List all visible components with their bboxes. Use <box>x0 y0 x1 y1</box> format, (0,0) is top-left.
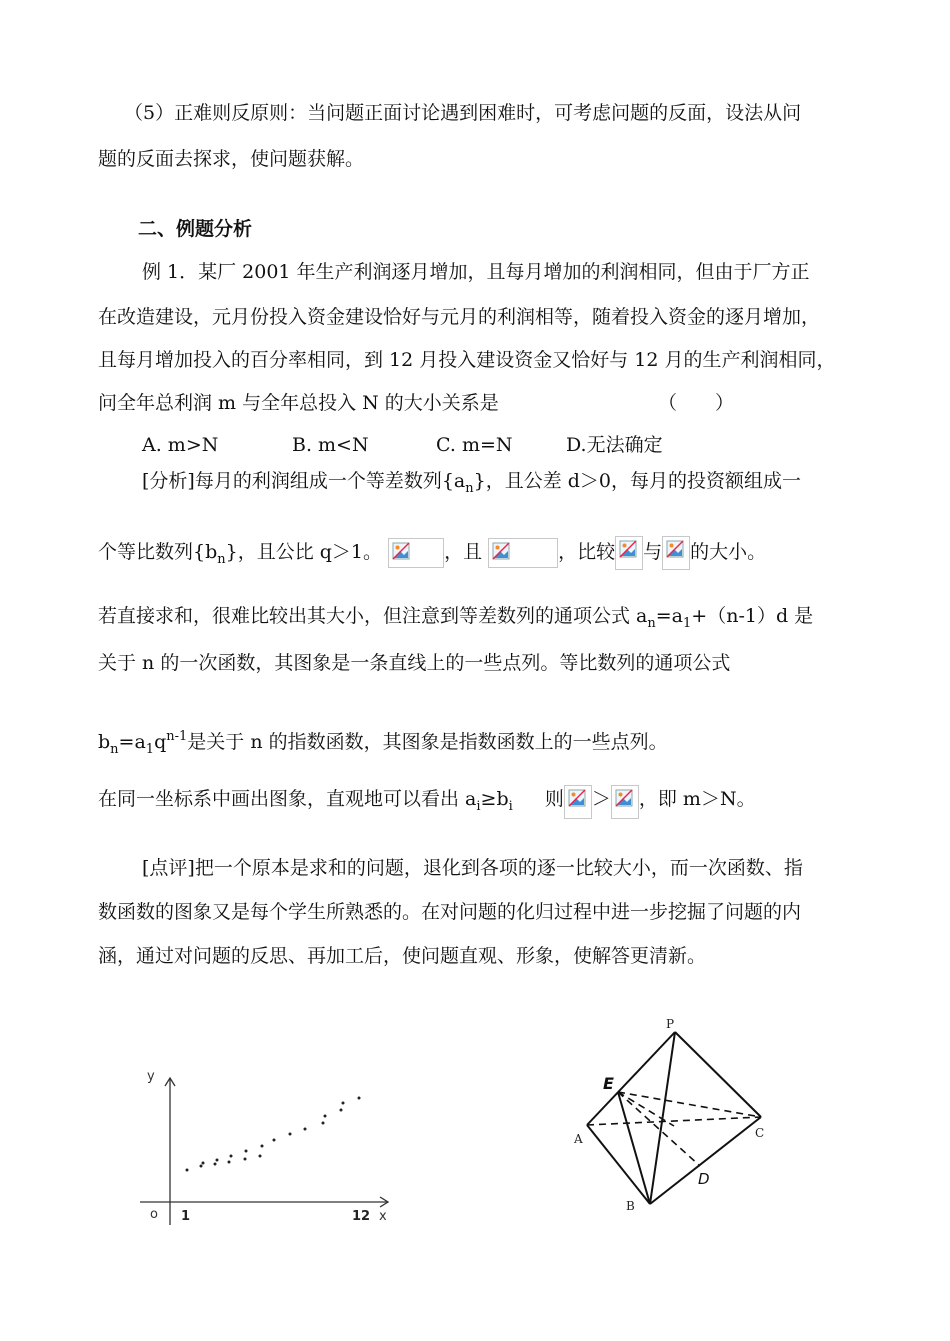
option-c: C. m=N <box>436 434 513 456</box>
example1-line2: 在改造建设，元月份投入资金建设恰好与元月的利润相等，随着投入资金的逐月增加， <box>98 306 821 328</box>
analysis-line3: 若直接求和，很难比较出其大小，但注意到等差数列的通项公式 $a_n=a_1+(n-1)d$ 是 <box>98 605 814 631</box>
point-series <box>186 1097 361 1172</box>
graph-point <box>202 1162 205 1165</box>
vertex-label-p: P <box>666 1017 675 1031</box>
graph-point <box>230 1155 233 1158</box>
broken-image-icon <box>568 789 586 807</box>
graph-point <box>216 1159 219 1162</box>
analysis-line2: 个等比数列$\{b_n\}$，且公比 q＞1。 ，且 ，比较 与 的大小。 <box>98 536 766 576</box>
edge-ac-hidden <box>587 1117 761 1125</box>
edge-bc <box>650 1117 761 1204</box>
comment-line1: [点评]把一个原本是求和的问题，退化到各项的逐一比较大小，而一次函数、指 <box>142 857 803 879</box>
example1-line1: 例 1．某厂 2001 年生产利润逐月增加，且每月增加的利润相同，但由于厂方正 <box>142 261 810 283</box>
edge-ed-hidden <box>618 1092 700 1166</box>
x-axis-label: x <box>379 1209 387 1224</box>
analysis-line6: 在同一坐标系中画出图象，直观地可以看出 $a_i\ge b_i$ 则 ＞ ，即 m＞N。 <box>98 785 756 829</box>
broken-image-icon <box>492 542 510 560</box>
formula-image-placeholder <box>488 538 558 568</box>
graph-point <box>340 1109 343 1112</box>
option-a: A. m>N <box>142 434 219 456</box>
graph-point <box>200 1165 203 1168</box>
graph-point <box>358 1097 361 1100</box>
analysis-line5: $b_n=a_1q^{n-1}$是关于 n 的指数函数，其图象是指数函数上的一些点列。 <box>98 729 668 757</box>
graph-point <box>214 1163 217 1166</box>
broken-image-icon <box>615 789 633 807</box>
edge-ab <box>587 1125 650 1204</box>
graph-point <box>244 1158 247 1161</box>
edge-pb <box>650 1032 675 1204</box>
formula-image-placeholder <box>662 536 690 570</box>
vertex-label-d: D <box>698 1170 710 1188</box>
graph-point <box>304 1128 307 1131</box>
tick-label-12: 12 <box>352 1209 371 1224</box>
example1-line4: 问全年总利润 m 与全年总投入 N 的大小关系是 <box>98 392 499 414</box>
graph-point <box>245 1150 248 1153</box>
analysis-line1: [分析]每月的利润组成一个等差数列$\{a_n\}$，且公差 d＞0，每月的投资额组成一 <box>142 470 802 496</box>
graph-point <box>228 1161 231 1164</box>
vertex-label-b: B <box>626 1199 635 1213</box>
broken-image-icon <box>666 540 684 558</box>
tick-label-1: 1 <box>181 1209 191 1224</box>
example1-answer-paren: （ ） <box>658 392 735 414</box>
broken-image-icon <box>619 540 637 558</box>
graph-point <box>273 1139 276 1142</box>
formula-image-placeholder <box>388 538 444 568</box>
graph-point <box>259 1155 262 1158</box>
vertex-label-c: C <box>755 1126 765 1140</box>
graph-point <box>186 1169 189 1172</box>
example1-options <box>142 432 663 458</box>
para5-line1: （5）正难则反原则：当问题正面讨论遇到困难时，可考虑问题的反面，设法从问 <box>124 102 802 124</box>
section-title: 二、例题分析 <box>138 218 253 240</box>
point-sequence-graph <box>130 1060 400 1230</box>
graph-point <box>324 1115 327 1118</box>
example1-line3: 且每月增加投入的百分率相同，到 12 月投入建设资金又恰好与 12 月的生产利润相同， <box>98 349 836 371</box>
formula-image-placeholder <box>564 785 592 819</box>
origin-label: o <box>150 1207 158 1222</box>
edge-pc <box>675 1032 761 1117</box>
formula-image-placeholder <box>615 536 643 570</box>
graph-point <box>342 1102 345 1105</box>
comment-line3: 涵，通过对问题的反思、再加工后，使问题直观、形象，使解答更清新。 <box>98 945 707 967</box>
y-axis-label: y <box>147 1069 155 1084</box>
graph-point <box>261 1145 264 1148</box>
polyhedron-figure <box>572 1014 772 1214</box>
vertex-label-e: E <box>603 1074 614 1093</box>
para5-line2: 题的反面去探求，使问题获解。 <box>98 148 365 170</box>
option-d: D.无法确定 <box>566 434 663 456</box>
formula-image-placeholder <box>611 785 639 819</box>
broken-image-icon <box>392 542 410 560</box>
analysis-line4: 关于 n 的一次函数，其图象是一条直线上的一些点列。等比数列的通项公式 <box>98 652 731 674</box>
edge-eb <box>618 1092 650 1204</box>
edge-pa <box>587 1032 675 1125</box>
comment-line2: 数函数的图象又是每个学生所熟悉的。在对问题的化归过程中进一步挖掘了问题的内 <box>98 901 802 923</box>
vertex-label-a: A <box>574 1132 583 1146</box>
graph-point <box>289 1133 292 1136</box>
option-b: B. m<N <box>292 434 369 456</box>
graph-point <box>322 1122 325 1125</box>
